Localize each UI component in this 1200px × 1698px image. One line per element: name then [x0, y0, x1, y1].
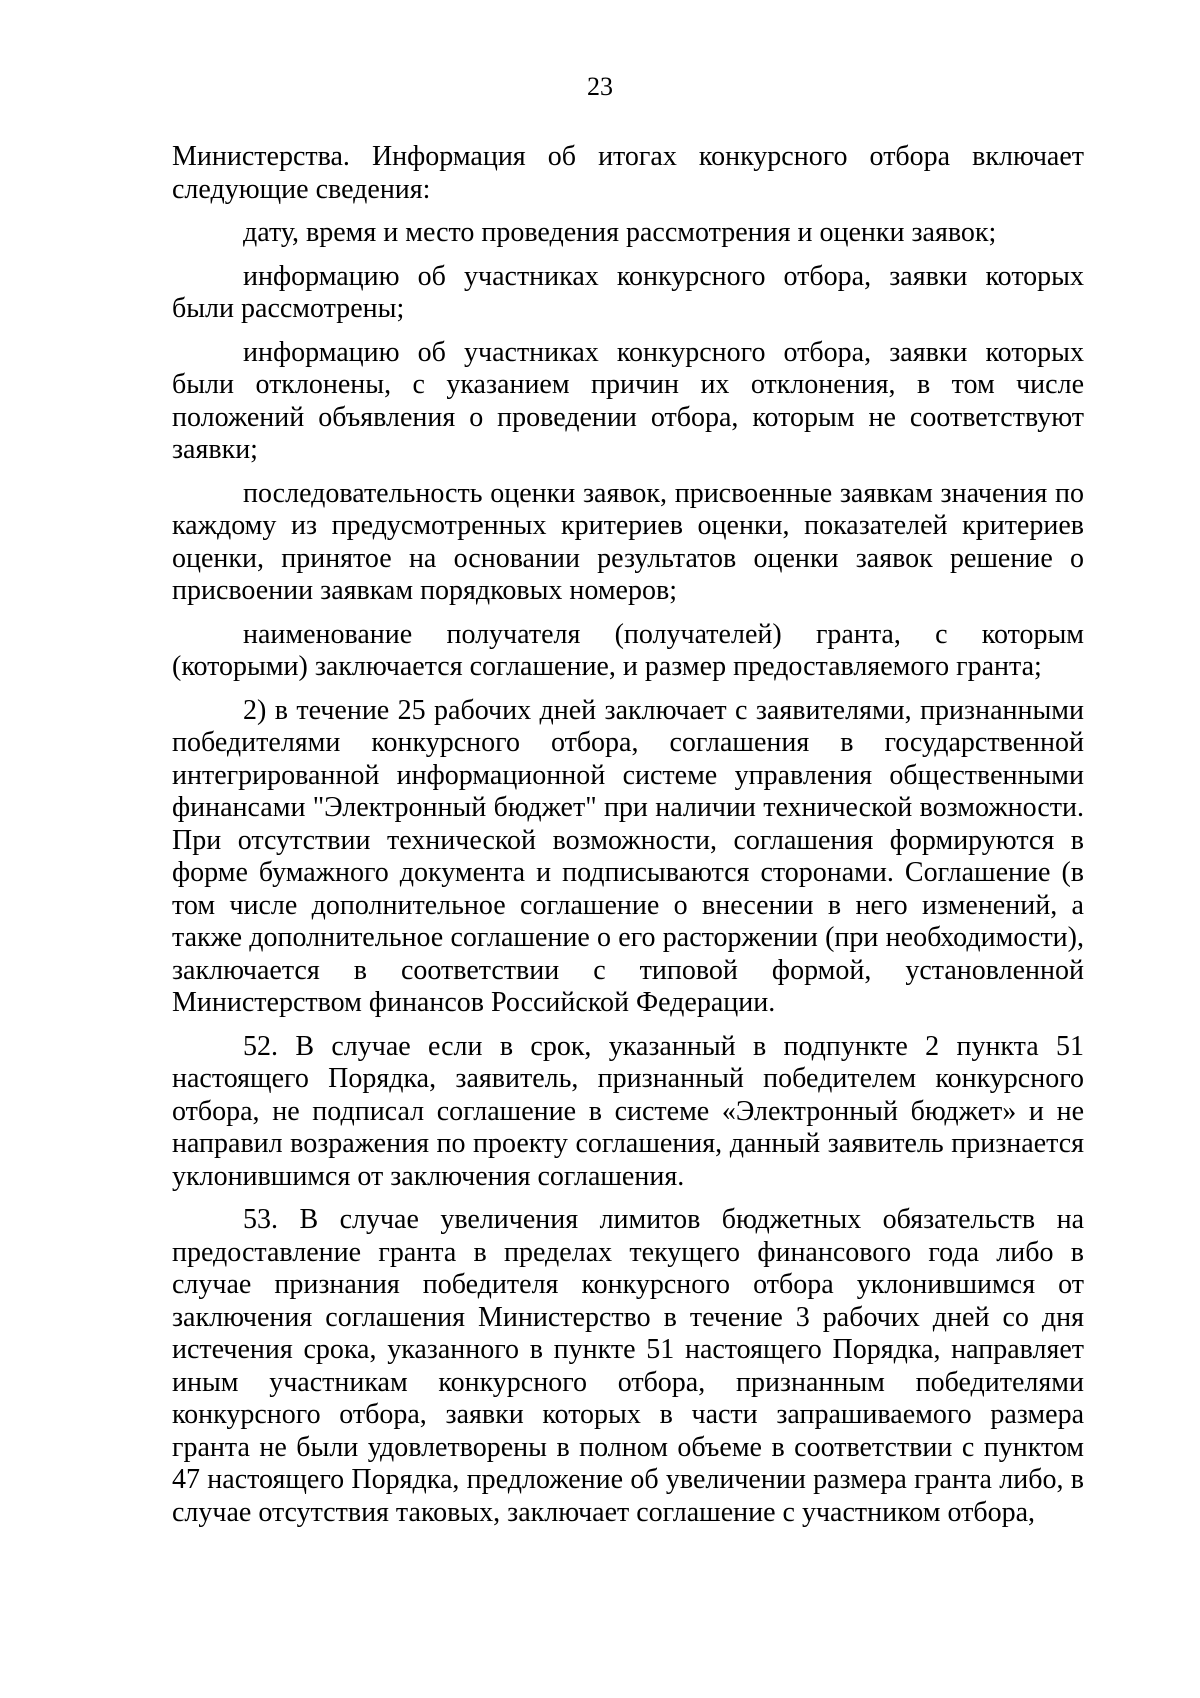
paragraph-reviewed-participants: информацию об участниках конкурсного отбора, заявки которых были рассмотрены;	[172, 260, 1084, 324]
paragraph-rejected-participants: информацию об участниках конкурсного отбора, заявки которых были отклонены, с указанием причин их отклонения, в том числе положений объявления о проведении отбора, которым не соответствуют заявки;	[172, 336, 1084, 465]
paragraph-results-info: Министерства. Информация об итогах конкурсного отбора включает следующие сведения:	[172, 141, 1084, 205]
paragraph-date-time-place: дату, время и место проведения рассмотрения и оценки заявок;	[243, 217, 997, 248]
paragraph-item-52: 52. В случае если в срок, указанный в подпункте 2 пункта 51 настоящего Порядка, заявитель, признанный победителем конкурсного отбора, не подписал соглашение в системе «Электронный бюджет» и не направил возражения по проекту соглашения, данный заявитель признается уклонившимся от заключения соглашения.	[172, 1030, 1084, 1192]
paragraph-subitem-2: 2) в течение 25 рабочих дней заключает с заявителями, признанными победителями конкурсного отбора, соглашения в государственной интегрированной информационной системе управления общественными финансами "Электронный бюджет" при наличии технической возможности. При отсутствии технической возможности, соглашения формируются в форме бумажного документа и подписываются сторонами. Соглашение (в том числе дополнительное соглашение о внесении в него изменений, а также дополнительное соглашение о его расторжении (при необходимости), заключается в соответствии с типовой формой, установленной Министерством финансов Российской Федерации.	[172, 694, 1084, 1018]
paragraph-item-53: 53. В случае увеличения лимитов бюджетных обязательств на предоставление гранта в пределах текущего финансового года либо в случае признания победителя конкурсного отбора уклонившимся от заключения соглашения Министерство в течение 3 рабочих дней со дня истечения срока, указанного в пункте 51 настоящего Порядка, направляет иным участникам конкурсного отбора, признанным победителями конкурсного отбора, заявки которых в части запрашиваемого размера гранта не были удовлетворены в полном объеме в соответствии с пунктом 47 настоящего Порядка, предложение об увеличении размера гранта либо, в случае отсутствия таковых, заключает соглашение с участником отбора,	[172, 1204, 1084, 1528]
paragraph-evaluation-sequence: последовательность оценки заявок, присвоенные заявкам значения по каждому из предусмотренных критериев оценки, показателей критериев оценки, принятое на основании результатов оценки заявок решение о присвоении заявкам порядковых номеров;	[172, 477, 1084, 606]
page-number: 23	[587, 72, 613, 101]
paragraph-grant-recipient: наименование получателя (получателей) гранта, с которым (которыми) заключается соглашение, и размер предоставляемого гранта;	[172, 618, 1084, 682]
document-body	[172, 141, 1084, 1540]
